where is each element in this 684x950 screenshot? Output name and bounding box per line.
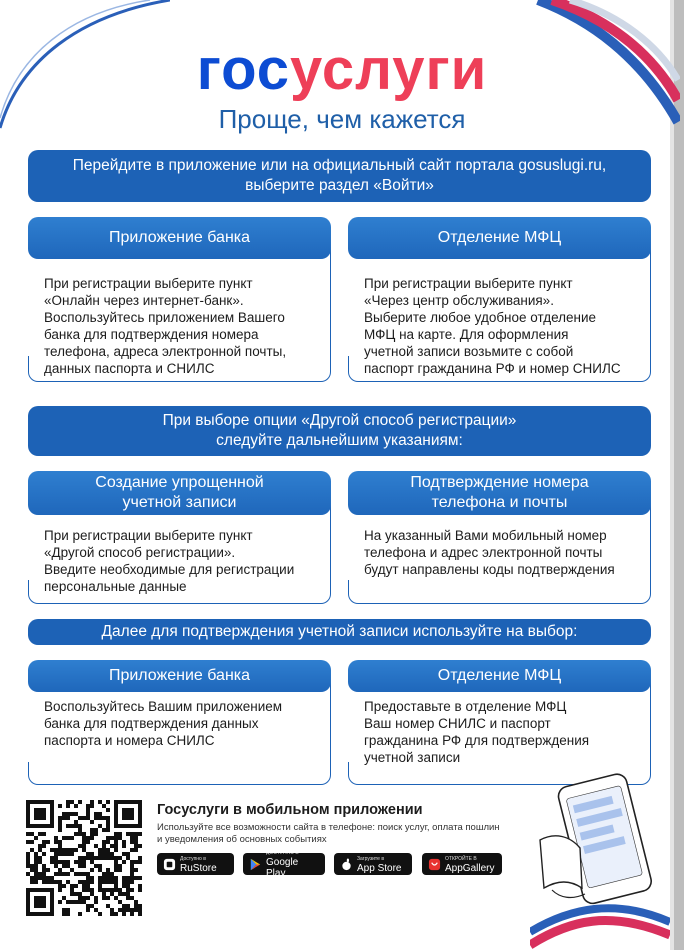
mobile-desc-line-1: Используйте все возможности сайта в телефоне: поиск услуг, оплата пошлин xyxy=(157,822,500,833)
text-line: телефона и адрес электронной почты xyxy=(364,545,603,560)
bank-card-title: Приложение банка xyxy=(108,229,251,246)
intro-line-1: Перейдите в приложение или на официальный сайт портала gosuslugi.ru, xyxy=(72,157,607,174)
mfc-card-title: Отделение МФЦ xyxy=(437,229,562,246)
mfc-confirm-title: Отделение МФЦ xyxy=(437,667,562,684)
bank-card-body xyxy=(44,275,312,377)
text-line: При регистрации выберите пункт xyxy=(44,276,253,291)
rustore-button[interactable] xyxy=(157,853,234,875)
text-line: учетной записи xyxy=(364,750,461,765)
logo-uslugi: услуги xyxy=(290,37,488,102)
bank-confirm-title: Приложение банка xyxy=(108,667,251,684)
logo-gos: гос xyxy=(196,37,291,102)
text-line: данных паспорта и СНИЛС xyxy=(44,361,215,376)
text-line: При регистрации выберите пункт xyxy=(364,276,573,291)
tagline: Проще, чем кажется xyxy=(218,104,466,134)
text-line: Ваш номер СНИЛС и паспорт xyxy=(364,716,551,731)
rustore-icon xyxy=(163,858,176,871)
huawei-icon xyxy=(428,858,441,871)
text-line: банка для подтверждения данных xyxy=(44,716,259,731)
confirm-text: Далее для подтверждения учетной записи используйте на выбор: xyxy=(101,623,578,640)
google-play-icon xyxy=(249,858,262,871)
text-line: МФЦ на карте. Для оформления xyxy=(364,327,569,342)
text-line: Введите необходимые для регистрации xyxy=(44,562,295,577)
mfc-card-body xyxy=(364,275,644,377)
simplified-account-title-1: Создание упрощенной xyxy=(95,474,264,491)
appgallery-small-label: ОТКРОЙТЕ В xyxy=(445,855,477,862)
text-line: персональные данные xyxy=(44,579,187,594)
rustore-small-label: Доступно в xyxy=(180,855,206,862)
appgallery-button[interactable] xyxy=(422,853,502,875)
mobile-app-description xyxy=(157,822,527,846)
phone-illustration xyxy=(530,770,670,950)
bank-confirm-card-header xyxy=(28,660,331,692)
rustore-name: RuStore xyxy=(180,862,217,874)
mfc-confirm-card-header xyxy=(348,660,651,692)
confirm-banner xyxy=(28,619,651,645)
text-line: Воспользуйтесь приложением Вашего xyxy=(44,310,285,325)
intro-line-2: выберите раздел «Войти» xyxy=(245,177,434,194)
google-play-button[interactable] xyxy=(243,850,325,879)
text-line: учетной записи возьмите с собой xyxy=(364,344,574,359)
mobile-desc-line-2: и уведомления об основных событиях xyxy=(157,834,327,845)
text-line: На указанный Вами мобильный номер xyxy=(364,528,607,543)
appgallery-name: AppGallery xyxy=(445,862,495,874)
simplified-account-title-2: учетной записи xyxy=(122,494,237,511)
mobile-app-title: Госуслуги в мобильном приложении xyxy=(157,802,423,818)
text-line: Выберите любое удобное отделение xyxy=(364,310,597,325)
intro-banner xyxy=(28,150,651,202)
page-edge xyxy=(674,0,684,950)
simplified-account-card-body xyxy=(44,527,334,595)
other-option-line-1: При выборе опции «Другой способ регистрации» xyxy=(162,412,517,429)
phone-confirm-card-header xyxy=(348,471,651,515)
text-line: «Через центр обслуживания». xyxy=(364,293,554,308)
text-line: Воспользуйтесь Вашим приложением xyxy=(44,699,283,714)
app-store-small-label: Загрузите в xyxy=(357,855,384,862)
qr-code[interactable] xyxy=(26,800,142,916)
text-line: паспорта и номера СНИЛС xyxy=(44,733,215,748)
google-play-small-label: ДОСТУПНО В xyxy=(266,850,299,856)
google-play-name: Google Play xyxy=(266,857,299,879)
app-store-button[interactable] xyxy=(334,853,412,875)
apple-icon xyxy=(340,858,353,871)
text-line: «Онлайн через интернет-банк». xyxy=(44,293,244,308)
phone-confirm-card-body xyxy=(364,527,644,578)
phone-confirm-title-2: телефона и почты xyxy=(431,494,568,511)
phone-confirm-title-1: Подтверждение номера xyxy=(410,474,589,491)
simplified-account-card-header xyxy=(28,471,331,515)
text-line: «Другой способ регистрации». xyxy=(44,545,236,560)
gosuslugi-logo xyxy=(0,37,684,102)
text-line: Предоставьте в отделение МФЦ xyxy=(364,699,567,714)
bank-confirm-card-body xyxy=(44,698,324,749)
mfc-confirm-card-body xyxy=(364,698,644,766)
bank-card-header xyxy=(28,217,331,259)
mfc-card-header xyxy=(348,217,651,259)
text-line: При регистрации выберите пункт xyxy=(44,528,253,543)
text-line: банка для подтверждения номера xyxy=(44,327,259,342)
text-line: будут направлены коды подтверждения xyxy=(364,562,615,577)
app-store-name: App Store xyxy=(357,862,402,874)
other-option-banner xyxy=(28,406,651,456)
text-line: телефона, адреса электронной почты, xyxy=(44,344,287,359)
other-option-line-2: следуйте дальнейшим указаниям: xyxy=(216,432,463,449)
text-line: гражданина РФ для подтверждения xyxy=(364,733,590,748)
text-line: паспорт гражданина РФ и номер СНИЛС xyxy=(364,361,621,376)
